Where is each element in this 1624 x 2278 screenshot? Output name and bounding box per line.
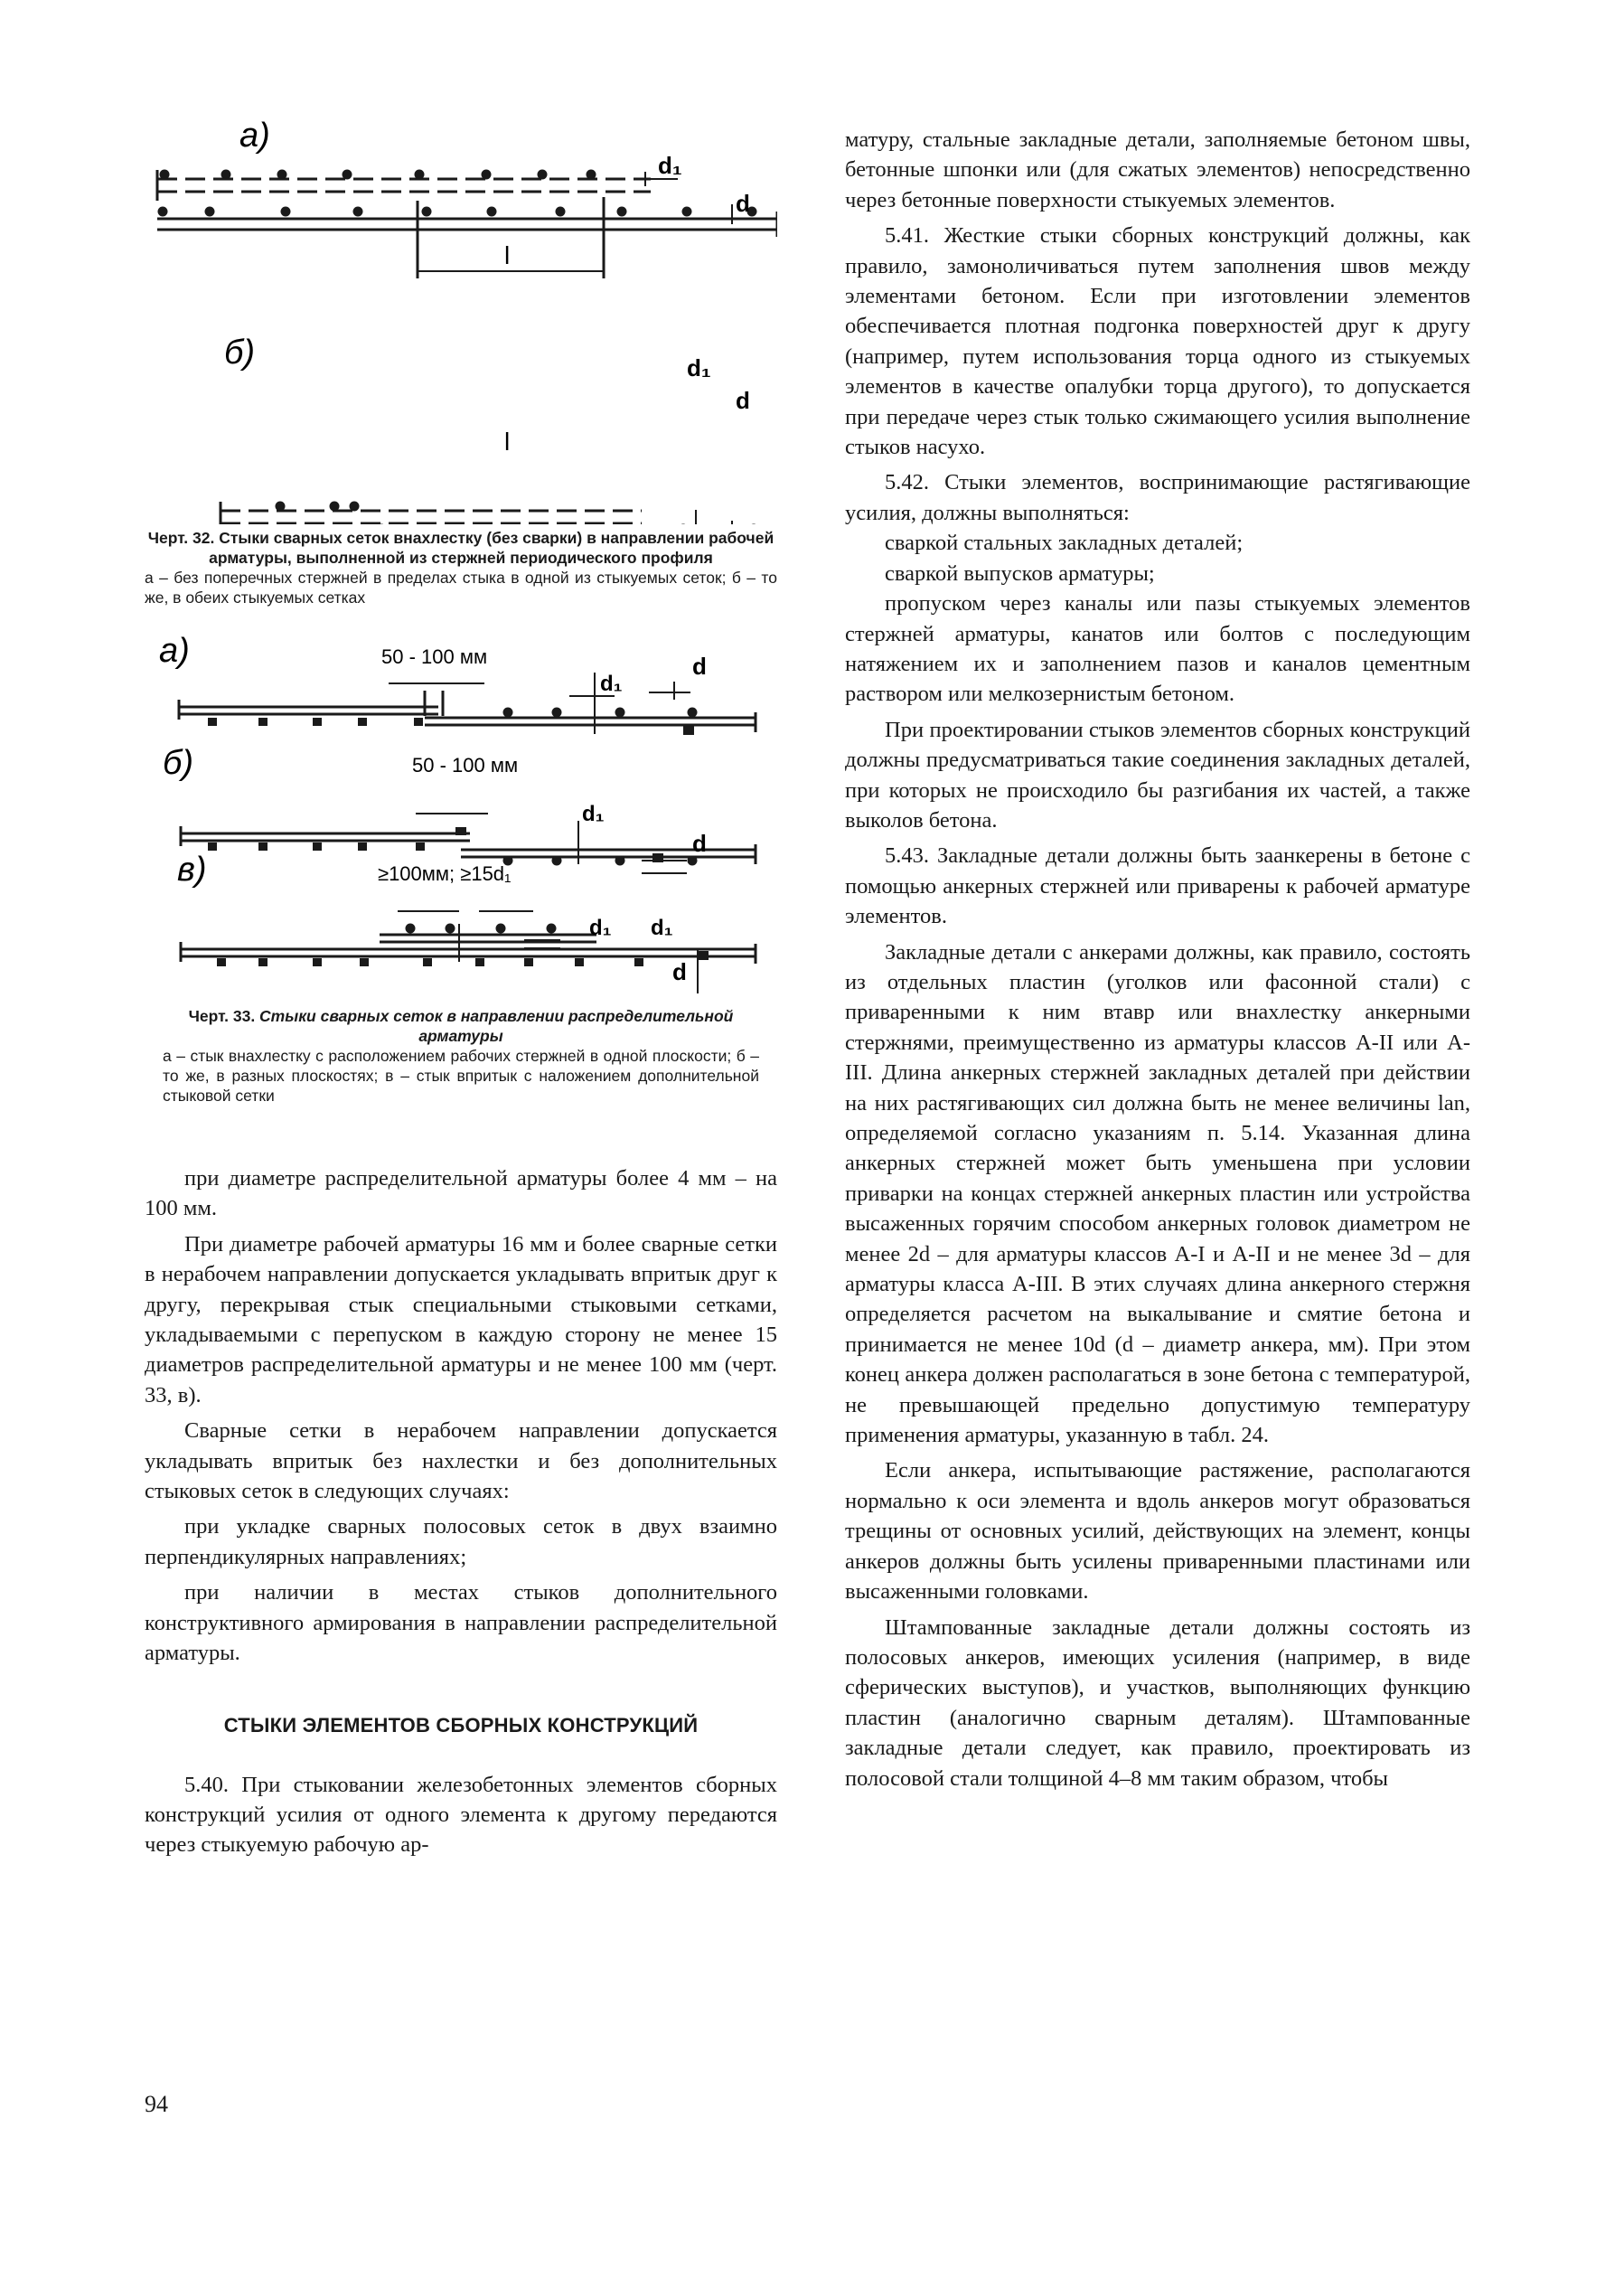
fig32-a-d1: d₁ [658,152,682,179]
figure-32 [145,118,777,524]
fig33-b-d1: d₁ [582,802,605,826]
fig33-dim-v: ≥100мм; ≥15d₁ [378,862,512,885]
figure-32-drawing [145,118,777,524]
right-paragraph-7: При проектировании стыков элементов сборных конструкций должны предусматриваться такие соединения закладных деталей, при которых не происходило бы разгибания их частей, а также выколов бетона. [845,717,1470,833]
right-paragraph-4: сваркой стальных закладных деталей; [885,531,1244,556]
figure-33 [145,636,777,993]
left-paragraph-4: при укладке сварных полосовых сеток в двух взаимно перпендикулярных направлениях; [145,1514,777,1569]
left-paragraph-3: Сварные сетки в нерабочем направлении допускается укладывать впритык без нахлестки и без дополнительных стыковых сеток в следующих случаях: [145,1418,777,1504]
fig32-a-l: l [504,241,511,269]
figure-33-caption-legend: а – стык внахлестку с расположением рабочих стержней в одной плоскости; б – то же, в разных плоскостях; в – стык впритык с наложением дополнительной стыковой сетки [163,1047,759,1105]
right-paragraph-2: 5.41. Жесткие стыки сборных конструкций должны, как правило, замоноличиваться путем заполнения швов между элементами бетоном. Если при изготовлении элементов обеспечивается плотная подгонка поверхностей друг к другу (например, путем использования торца одного из стыкуемых элементов в качестве опалубки торца другого), то допускается при передаче через стык только сжимающего усилия выполнение стыков насухо. [845,223,1470,460]
right-paragraph-10: Если анкера, испытывающие растяжение, располагаются нормально к оси элемента и вдоль анкеров могут образоваться трещины от основных усилий, действующих на элемент, концы анкеров должны быть усилены приваренными пластинами или высаженными головками. [845,1458,1470,1605]
fig33-label-a: а) [159,636,190,670]
fig32-b-l: l [504,428,511,456]
section-heading: СТЫКИ ЭЛЕМЕНТОВ СБОРНЫХ КОНСТРУКЦИЙ [223,1713,699,1737]
fig33-a-d1: d₁ [600,672,623,696]
right-paragraph-9: Закладные детали с анкерами должны, как правило, состоять из отдельных пластин (уголков или фасонной стали) с приваренными к ним втавр или внахлестку анкерными стержнями, преимущественно из арматуры классов А-II или А-III. Длина анкерных стержней закладных деталей при действии на них растягивающих сил должна быть не менее величины lan, определяемой согласно указаниям п. 5.14. Указанная длина анкерных стержней может быть уменьшена при условии приварки на концах стержней анкерных пластин или устройства высаженных горячим способом анкерных головок диаметром не менее 2d – для арматуры классов А-I и А-II и не менее 3d – для арматуры класса А-III. В этих случаях длина анкерного стержня определяется расчетом на выкалывание и смятие бетона и принимается не менее 10d (d – диаметр анкера, мм). При этом конец анкера должен располагаться в зоне бетона с температурой, не превышающей предельно допустимую температуру применения арматуры, указанную в табл. 24. [845,939,1470,1448]
fig33-v-d1b: d₁ [651,916,673,940]
right-paragraph-1: матуру, стальные закладные детали, заполняемые бетоном швы, бетонные шпонки или (для сжатых элементов) непосредственно через бетонные поверхности стыкуемых элементов. [845,127,1470,212]
fig33-dim-b: 50 - 100 мм [412,754,519,777]
fig32-b-d1: d₁ [687,354,711,381]
figure-32-caption-title: Черт. 32. Стыки сварных сеток внахлестку (без сварки) в направлении рабочей арматуры, выполненной из стержней периодического профиля [147,529,774,567]
left-paragraph-1: при диаметре распределительной арматуры более 4 мм – на 100 мм. [145,1166,777,1221]
fig32-a-d: d [736,190,750,217]
fig33-v-d1a: d₁ [589,916,612,940]
page-number: 94 [145,2091,168,2117]
left-column [145,118,777,1860]
fig33-dim-a: 50 - 100 мм [381,645,488,668]
right-paragraph-8: 5.43. Закладные детали должны быть заанкерены в бетоне с помощью анкерных стержней или приварены к рабочей арматуре элементов. [845,843,1470,929]
figure-33-drawing [145,636,777,993]
left-body [145,1163,777,1860]
fig32-label-b: б) [224,334,256,372]
figure-32-caption-legend: а – без поперечных стержней в пределах стыка в одной из стыкуемых сеток; б – то же, в обеих стыкуемых сетках [145,569,777,607]
fig33-label-b: б) [163,744,194,782]
fig33-b-d: d [692,830,707,857]
figure-33-caption-prefix: Черт. 33. [188,1007,260,1025]
left-paragraph-2: При диаметре рабочей арматуры 16 мм и более сварные сетки в нерабочем направлении допускается укладывать впритык друг к другу, перекрывая стык специальными стыковыми сетками, укладываемыми с перепуском в каждую сторону не менее 15 диаметров распределительной арматуры и не менее 100 мм (черт. 33, в). [145,1231,777,1407]
fig32-b-d: d [736,387,750,414]
fig32-label-a: а) [239,118,270,155]
right-paragraph-5: сваркой выпусков арматуры; [885,560,1155,586]
right-paragraph-11: Штампованные закладные детали должны состоять из полосовых анкеров, имеющих усиления (например, в виде сферических выступов), и участков, выполняющих функцию пластин (аналогично сварным деталям). Штампованные закладные детали следует, как правило, проектировать из полосовой стали толщиной 4–8 мм таким образом, чтобы [845,1614,1470,1791]
left-paragraph-5: при наличии в местах стыков дополнительного конструктивного армирования в направлении распределительной арматуры. [145,1580,777,1666]
figure-33-caption [145,1006,777,1106]
left-paragraph-6: 5.40. При стыковании железобетонных элементов сборных конструкций усилия от одного элемента к другому передаются через стыкуемую рабочую ар- [145,1772,777,1858]
right-column [845,125,1470,1793]
figure-33-caption-main: Стыки сварных сеток в направлении распределительной арматуры [259,1007,734,1045]
figure-33-caption-title [163,1006,759,1046]
right-paragraph-3: 5.42. Стыки элементов, воспринимающие растягивающие усилия, должны выполняться: [845,470,1470,525]
right-paragraph-6: пропуском через каналы или пазы стыкуемых элементов стержней арматуры, канатов или болтов с последующим натяжением их и заполнением пазов и каналов цементным раствором или мелкозернистым бетоном. [845,591,1470,707]
fig33-v-d: d [672,958,687,985]
fig33-a-d: d [692,653,707,680]
figure-32-caption [145,528,777,607]
fig33-label-v: в) [177,851,207,889]
